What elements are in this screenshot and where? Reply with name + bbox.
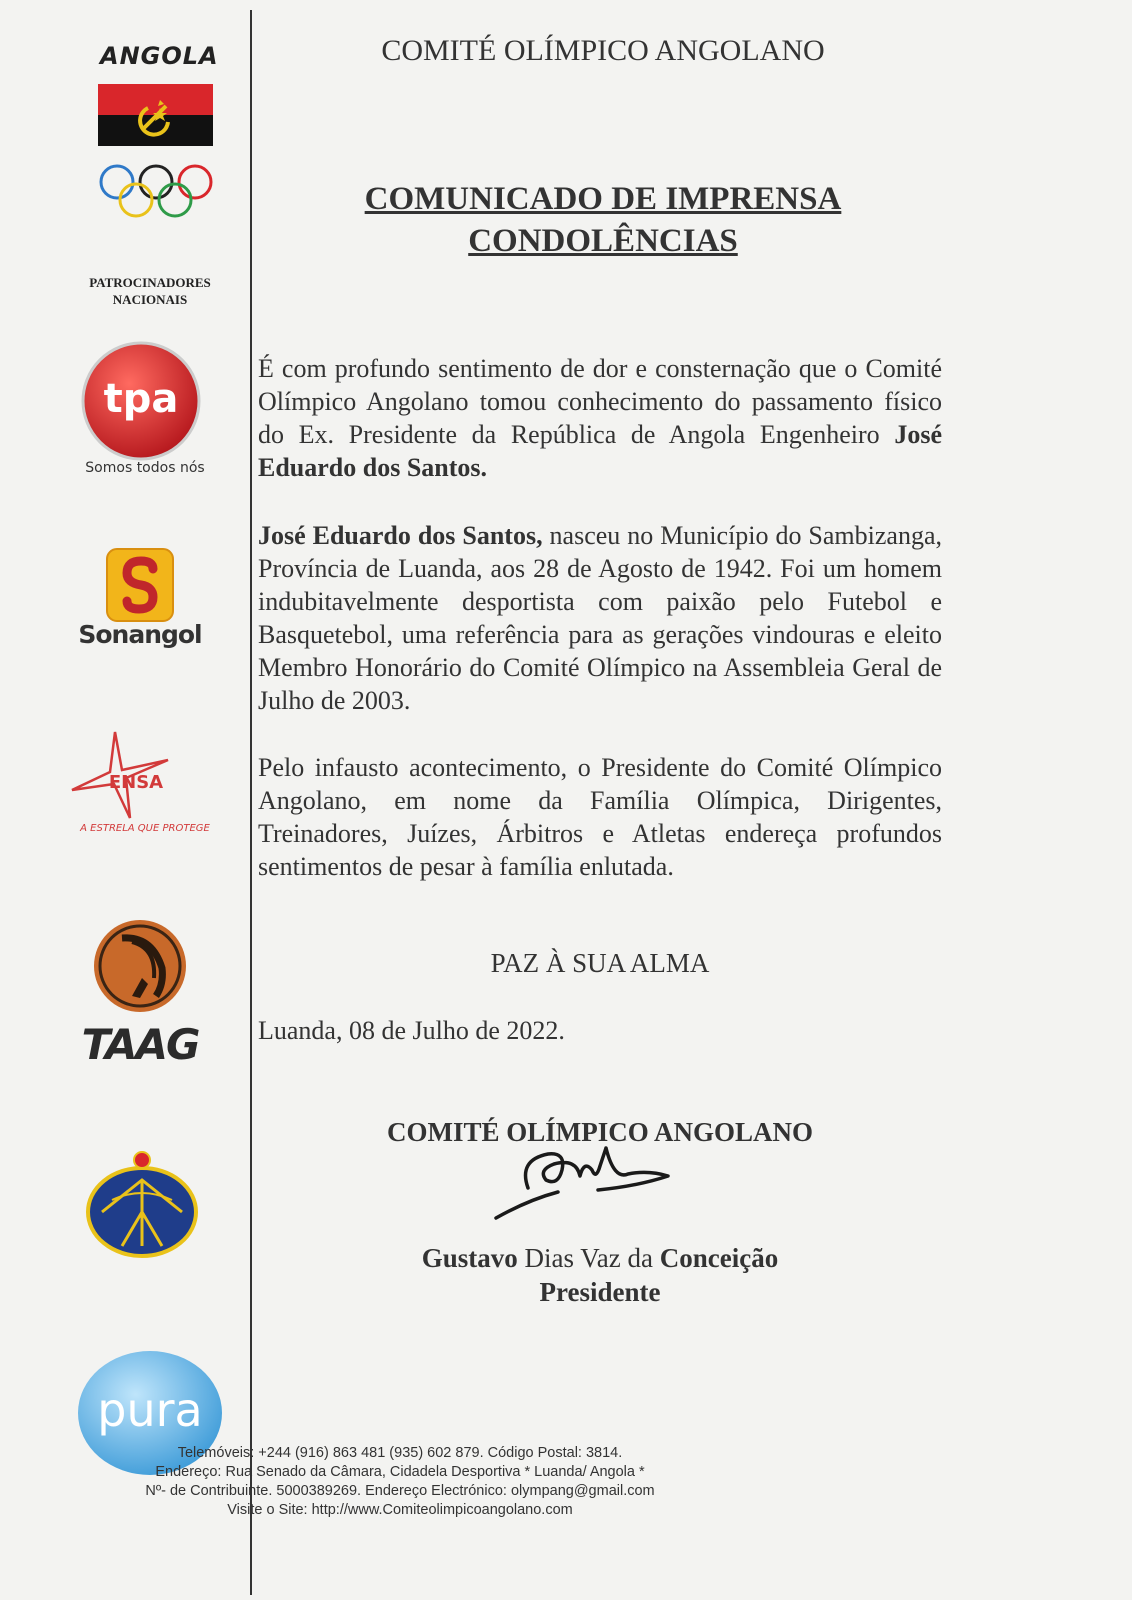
telecom-emblem-icon [82, 1150, 202, 1260]
signatory-name: Gustavo Dias Vaz da Conceição [421, 1243, 779, 1273]
ensa-tagline: A ESTRELA QUE PROTEGE [80, 823, 210, 834]
tpa-logo-icon [80, 340, 202, 462]
sponsor-sidebar [0, 0, 250, 1600]
tpa-tagline: Somos todos nós [85, 460, 205, 476]
footer-address: Endereço: Rua Senado da Câmara, Cidadela Desportiva * Luanda/ Angola * [155, 1464, 645, 1480]
taag-name: TAAG [81, 1020, 199, 1069]
paragraph-2: José Eduardo dos Santos, nasceu no Município do Sambizanga, Província de Luanda, aos 28 de Agosto de 1942. Foi um homem indubitavelmente desportista com paixão pelo Futebol e Basquetebol, uma referência para as gerações vindouras e eleito Membro Honorário do Comité Olímpico na Assembleia Geral de Julho de 2003. [258, 521, 942, 715]
svg-text:tpa: tpa [103, 376, 179, 422]
footer-website: Visite o Site: http://www.Comiteolimpicoangolano.com [227, 1502, 573, 1518]
footer-tax-email: Nº- de Contribuinte. 5000389269. Endereço Electrónico: olympang@gmail.com [145, 1483, 655, 1499]
svg-text:ENSA: ENSA [108, 772, 164, 793]
ensa-star-logo-icon [70, 730, 170, 820]
footer-phones: Telemóveis: +244 (916) 863 481 (935) 602 879. Código Postal: 3814. [177, 1445, 623, 1461]
paragraph-1: É com profundo sentimento de dor e consternação que o Comité Olímpico Angolano tomou conhecimento do passamento físico do Ex. Presidente da República de Angola Engenheiro José Eduardo dos Santos. [258, 354, 942, 482]
handwritten-signature [488, 1130, 688, 1230]
contact-footer [100, 1444, 700, 1520]
sonangol-name: Sonangol [78, 620, 202, 649]
paragraph-3: Pelo infausto acontecimento, o Presidente do Comité Olímpico Angolano, em nome da Família Olímpica, Dirigentes, Treinadores, Juízes, Árbitros e Atletas endereça profundos sentimentos de pesar à família enlutada. [258, 753, 942, 881]
taag-palanca-logo-icon [92, 918, 188, 1014]
org-title: COMITÉ OLÍMPICO ANGOLANO [381, 34, 825, 67]
press-release-heading: COMUNICADO DE IMPRENSA CONDOLÊNCIAS [364, 181, 842, 259]
sonangol-logo-icon [105, 547, 175, 623]
sponsors-title: PATROCINADORES NACIONAIS [89, 275, 211, 307]
letter-date: Luanda, 08 de Julho de 2022. [258, 1016, 565, 1045]
country-label: ANGOLA [100, 42, 219, 70]
signatory-role: Presidente [539, 1277, 661, 1307]
sidebar-divider [250, 10, 252, 1595]
svg-text:pura: pura [97, 1383, 203, 1437]
closing-phrase: PAZ À SUA ALMA [490, 948, 710, 978]
olympic-rings-icon [97, 162, 215, 222]
signatory-org: COMITÉ OLÍMPICO ANGOLANO [386, 1117, 814, 1147]
angola-flag-icon [98, 84, 213, 146]
